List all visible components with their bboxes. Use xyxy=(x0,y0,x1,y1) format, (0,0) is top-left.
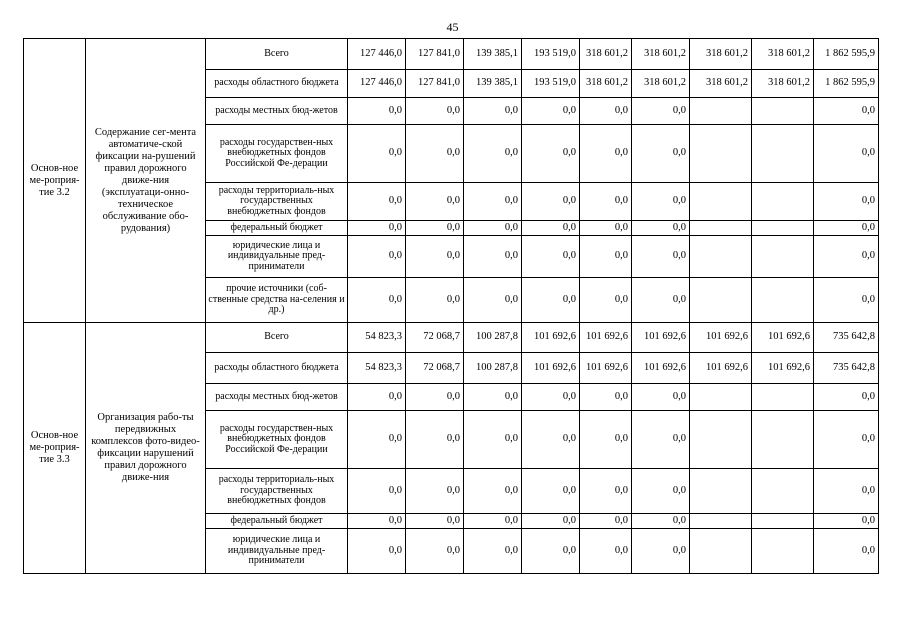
value-cell: 139 385,1 xyxy=(464,39,522,70)
value-cell: 0,0 xyxy=(814,221,879,236)
value-cell xyxy=(752,221,814,236)
value-cell: 0,0 xyxy=(348,469,406,514)
value-cell: 0,0 xyxy=(522,236,580,278)
value-cell: 0,0 xyxy=(522,221,580,236)
value-cell: 101 692,6 xyxy=(632,353,690,384)
value-cell xyxy=(752,469,814,514)
value-cell: 0,0 xyxy=(580,529,632,574)
value-cell: 101 692,6 xyxy=(752,323,814,353)
value-cell: 0,0 xyxy=(464,221,522,236)
value-cell: 100 287,8 xyxy=(464,353,522,384)
value-cell: 318 601,2 xyxy=(690,70,752,98)
value-cell xyxy=(690,278,752,323)
value-cell: 139 385,1 xyxy=(464,70,522,98)
value-cell: 0,0 xyxy=(348,98,406,125)
value-cell xyxy=(690,125,752,183)
value-cell: 0,0 xyxy=(814,469,879,514)
value-cell: 0,0 xyxy=(522,411,580,469)
value-cell: 0,0 xyxy=(348,411,406,469)
table-body xyxy=(24,39,879,574)
value-cell xyxy=(752,278,814,323)
value-cell: 0,0 xyxy=(406,125,464,183)
funding-source: расходы областного бюджета xyxy=(206,353,348,384)
value-cell: 0,0 xyxy=(406,183,464,221)
value-cell: 54 823,3 xyxy=(348,323,406,353)
value-cell: 0,0 xyxy=(632,514,690,529)
page-number: 45 xyxy=(446,20,459,34)
value-cell: 0,0 xyxy=(406,514,464,529)
value-cell: 0,0 xyxy=(814,529,879,574)
value-cell: 0,0 xyxy=(814,98,879,125)
value-cell: 0,0 xyxy=(348,236,406,278)
value-cell: 1 862 595,9 xyxy=(814,39,879,70)
value-cell: 72 068,7 xyxy=(406,323,464,353)
value-cell: 0,0 xyxy=(348,183,406,221)
value-cell: 0,0 xyxy=(580,278,632,323)
value-cell: 193 519,0 xyxy=(522,39,580,70)
event-description: Организация рабо-ты передвижных комплексов фото-видео- фиксации нарушений правил дорожного движе-ния xyxy=(86,323,206,574)
value-cell: 0,0 xyxy=(348,125,406,183)
event-name: Основ-ное ме-роприя-тие 3.2 xyxy=(24,39,86,323)
value-cell: 0,0 xyxy=(632,125,690,183)
value-cell: 318 601,2 xyxy=(752,39,814,70)
value-cell: 0,0 xyxy=(580,469,632,514)
value-cell: 54 823,3 xyxy=(348,353,406,384)
event-description: Содержание сег-мента автоматиче-ской фиксации на-рушений правил дорожного движе-ния (эксплуатаци-онно-техническое обслуживание обо-рудования) xyxy=(86,39,206,323)
value-cell: 0,0 xyxy=(464,236,522,278)
funding-table xyxy=(23,38,879,574)
value-cell xyxy=(752,411,814,469)
value-cell: 101 692,6 xyxy=(690,323,752,353)
value-cell: 318 601,2 xyxy=(632,70,690,98)
value-cell xyxy=(752,384,814,411)
value-cell: 127 446,0 xyxy=(348,70,406,98)
value-cell: 0,0 xyxy=(348,514,406,529)
value-cell: 318 601,2 xyxy=(690,39,752,70)
value-cell: 0,0 xyxy=(464,469,522,514)
value-cell: 0,0 xyxy=(406,469,464,514)
value-cell xyxy=(690,384,752,411)
value-cell: 0,0 xyxy=(464,384,522,411)
value-cell: 318 601,2 xyxy=(752,70,814,98)
value-cell xyxy=(752,514,814,529)
value-cell: 101 692,6 xyxy=(522,323,580,353)
funding-source: прочие источники (соб-ственные средства на-селения и др.) xyxy=(206,278,348,323)
value-cell xyxy=(690,183,752,221)
value-cell xyxy=(690,529,752,574)
value-cell: 0,0 xyxy=(632,236,690,278)
value-cell: 0,0 xyxy=(406,236,464,278)
funding-source: расходы территориаль-ных государственных внебюджетных фондов xyxy=(206,183,348,221)
value-cell xyxy=(752,529,814,574)
value-cell xyxy=(690,98,752,125)
value-cell: 318 601,2 xyxy=(632,39,690,70)
value-cell: 0,0 xyxy=(580,411,632,469)
value-cell: 0,0 xyxy=(522,125,580,183)
value-cell: 193 519,0 xyxy=(522,70,580,98)
value-cell: 0,0 xyxy=(464,514,522,529)
value-cell: 0,0 xyxy=(348,221,406,236)
value-cell: 0,0 xyxy=(632,98,690,125)
value-cell: 0,0 xyxy=(522,529,580,574)
value-cell: 101 692,6 xyxy=(690,353,752,384)
funding-source: расходы государствен-ных внебюджетных фондов Российской Фе-дерации xyxy=(206,411,348,469)
value-cell: 0,0 xyxy=(814,411,879,469)
funding-source: юридические лица и индивидуальные пред-приниматели xyxy=(206,529,348,574)
value-cell: 735 642,8 xyxy=(814,323,879,353)
value-cell: 0,0 xyxy=(632,529,690,574)
funding-source: Всего xyxy=(206,323,348,353)
funding-source: юридические лица и индивидуальные пред-приниматели xyxy=(206,236,348,278)
value-cell: 735 642,8 xyxy=(814,353,879,384)
value-cell: 0,0 xyxy=(522,469,580,514)
value-cell: 0,0 xyxy=(522,384,580,411)
value-cell: 0,0 xyxy=(580,98,632,125)
funding-source: Всего xyxy=(206,39,348,70)
value-cell: 0,0 xyxy=(406,411,464,469)
event-name: Основ-ное ме-роприя-тие 3.3 xyxy=(24,323,86,574)
value-cell: 0,0 xyxy=(580,221,632,236)
value-cell xyxy=(752,125,814,183)
value-cell: 0,0 xyxy=(464,529,522,574)
value-cell: 0,0 xyxy=(814,278,879,323)
value-cell: 101 692,6 xyxy=(632,323,690,353)
value-cell: 0,0 xyxy=(464,411,522,469)
funding-source: федеральный бюджет xyxy=(206,514,348,529)
value-cell: 0,0 xyxy=(632,411,690,469)
table-row xyxy=(24,323,879,353)
value-cell: 318 601,2 xyxy=(580,70,632,98)
funding-source: расходы государствен-ных внебюджетных фондов Российской Фе-дерации xyxy=(206,125,348,183)
value-cell xyxy=(690,411,752,469)
value-cell: 127 446,0 xyxy=(348,39,406,70)
funding-source: расходы областного бюджета xyxy=(206,70,348,98)
value-cell xyxy=(752,183,814,221)
funding-source: федеральный бюджет xyxy=(206,221,348,236)
value-cell: 101 692,6 xyxy=(580,353,632,384)
value-cell: 0,0 xyxy=(814,125,879,183)
value-cell: 127 841,0 xyxy=(406,39,464,70)
value-cell: 0,0 xyxy=(406,278,464,323)
value-cell: 0,0 xyxy=(814,384,879,411)
value-cell: 0,0 xyxy=(406,529,464,574)
value-cell: 0,0 xyxy=(406,98,464,125)
value-cell: 101 692,6 xyxy=(580,323,632,353)
value-cell: 0,0 xyxy=(522,98,580,125)
value-cell: 0,0 xyxy=(632,384,690,411)
value-cell: 101 692,6 xyxy=(522,353,580,384)
value-cell: 0,0 xyxy=(464,278,522,323)
value-cell: 101 692,6 xyxy=(752,353,814,384)
value-cell: 100 287,8 xyxy=(464,323,522,353)
value-cell: 0,0 xyxy=(580,125,632,183)
value-cell: 0,0 xyxy=(814,514,879,529)
value-cell: 0,0 xyxy=(522,183,580,221)
value-cell xyxy=(752,236,814,278)
value-cell: 318 601,2 xyxy=(580,39,632,70)
value-cell: 72 068,7 xyxy=(406,353,464,384)
value-cell: 0,0 xyxy=(632,221,690,236)
value-cell: 0,0 xyxy=(348,529,406,574)
value-cell xyxy=(690,236,752,278)
value-cell: 127 841,0 xyxy=(406,70,464,98)
value-cell: 0,0 xyxy=(580,514,632,529)
funding-source: расходы местных бюд-жетов xyxy=(206,384,348,411)
value-cell xyxy=(690,514,752,529)
funding-source: расходы территориаль-ных государственных внебюджетных фондов xyxy=(206,469,348,514)
value-cell: 0,0 xyxy=(522,514,580,529)
funding-source: расходы местных бюд-жетов xyxy=(206,98,348,125)
table-row xyxy=(24,39,879,70)
value-cell: 0,0 xyxy=(406,384,464,411)
value-cell: 0,0 xyxy=(464,98,522,125)
value-cell: 0,0 xyxy=(522,278,580,323)
value-cell: 0,0 xyxy=(632,183,690,221)
value-cell: 0,0 xyxy=(814,236,879,278)
value-cell: 0,0 xyxy=(580,384,632,411)
value-cell: 0,0 xyxy=(348,278,406,323)
value-cell: 0,0 xyxy=(348,384,406,411)
value-cell xyxy=(690,469,752,514)
value-cell: 0,0 xyxy=(464,125,522,183)
value-cell: 0,0 xyxy=(580,236,632,278)
value-cell: 0,0 xyxy=(464,183,522,221)
value-cell: 1 862 595,9 xyxy=(814,70,879,98)
value-cell: 0,0 xyxy=(814,183,879,221)
value-cell: 0,0 xyxy=(406,221,464,236)
value-cell: 0,0 xyxy=(632,278,690,323)
value-cell xyxy=(690,221,752,236)
value-cell: 0,0 xyxy=(632,469,690,514)
value-cell: 0,0 xyxy=(580,183,632,221)
value-cell xyxy=(752,98,814,125)
